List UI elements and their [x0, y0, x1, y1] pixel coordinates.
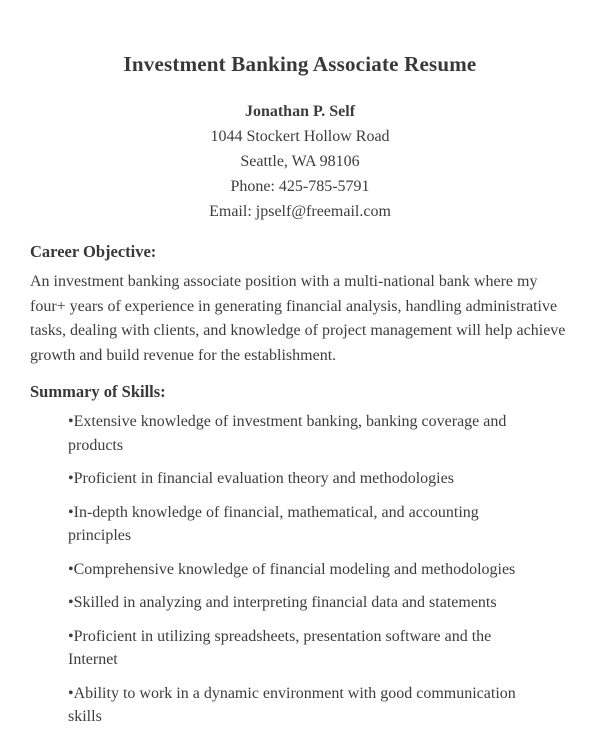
career-objective-paragraph: An investment banking associate position with a multi-national bank where my four+ years of experience in generating financial analysis, handling administrative tasks, dealing with clients, and knowledge of project management will help achieve growth and build revenue for the establishment.	[30, 273, 566, 364]
skills-list	[30, 410, 570, 729]
contact-name: Jonathan P. Self	[244, 103, 356, 120]
skill-item: • Ability to work in a dynamic environment with good communication skills	[68, 682, 570, 729]
contact-address-line1: 1044 Stockert Hollow Road	[210, 128, 390, 145]
skill-item: • Extensive knowledge of investment banking, banking coverage and products	[68, 410, 570, 457]
skill-item: • Skilled in analyzing and interpreting financial data and statements	[68, 591, 570, 615]
contact-phone: Phone: 425-785-5791	[230, 178, 370, 195]
page-title: Investment Banking Associate Resume	[123, 52, 477, 76]
skill-item: • Proficient in financial evaluation theory and methodologies	[68, 467, 570, 491]
contact-address-line2: Seattle, WA 98106	[240, 153, 360, 170]
skill-item: • Proficient in utilizing spreadsheets, presentation software and the Internet	[68, 625, 570, 672]
skill-item: • In-depth knowledge of financial, mathematical, and accounting principles	[68, 501, 570, 548]
skill-item: • Comprehensive knowledge of financial modeling and methodologies	[68, 558, 570, 582]
section-heading-summary-of-skills: Summary of Skills:	[30, 382, 166, 401]
contact-email: Email: jpself@freemail.com	[209, 203, 391, 220]
contact-block	[30, 99, 570, 224]
section-heading-career-objective: Career Objective:	[30, 242, 157, 261]
